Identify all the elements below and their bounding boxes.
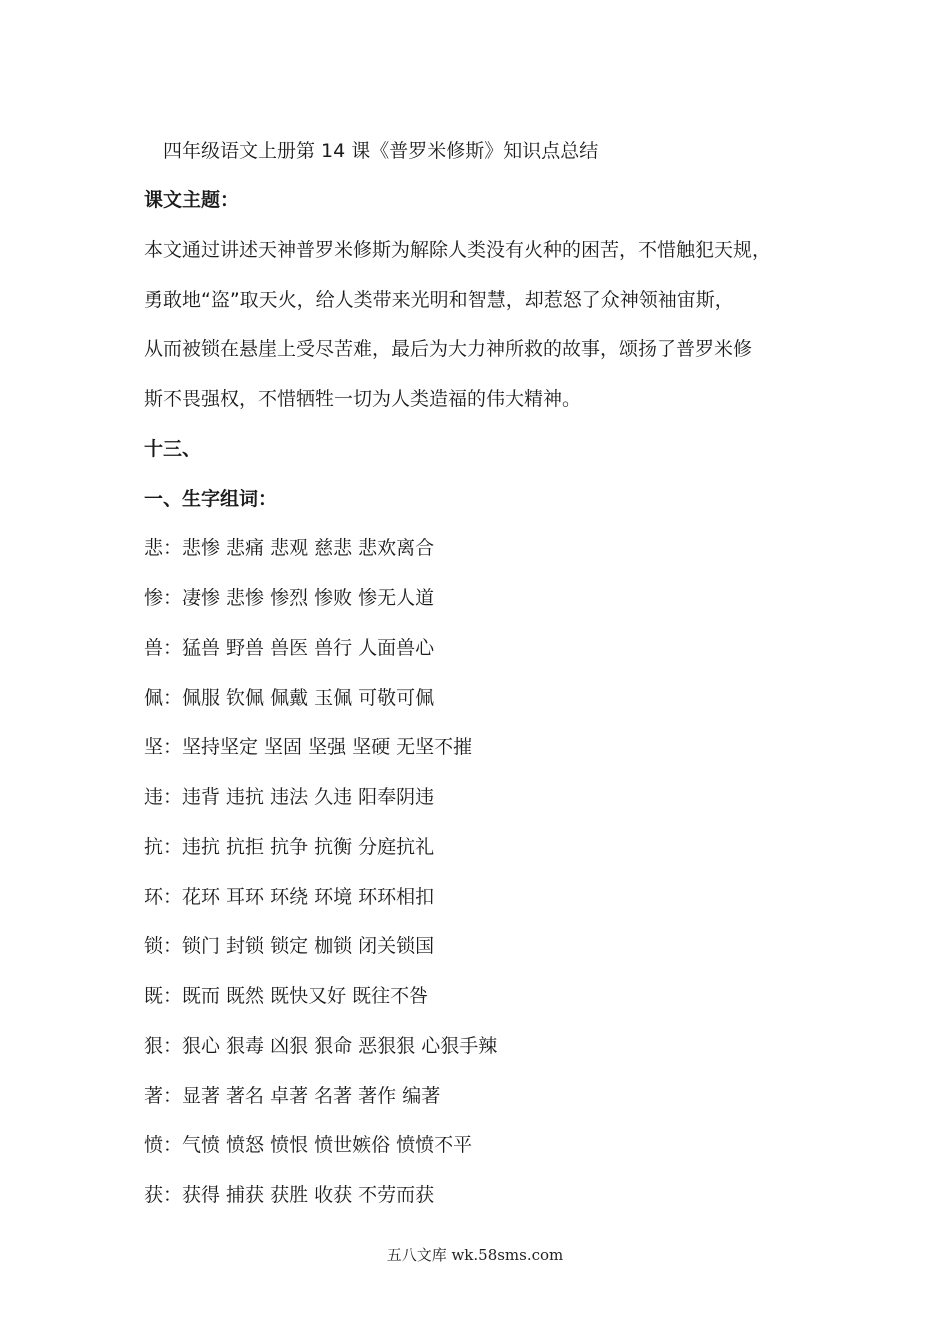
word-row: 既：既而 既然 既快又好 既往不咎 bbox=[144, 985, 429, 1007]
word-row: 抗：违抗 抗拒 抗争 抗衡 分庭抗礼 bbox=[144, 836, 435, 858]
word-row: 锁：锁门 封锁 锁定 枷锁 闭关锁国 bbox=[144, 935, 435, 957]
word-row: 佩：佩服 钦佩 佩戴 玉佩 可敬可佩 bbox=[144, 687, 435, 709]
words-heading: 一、生字组词： bbox=[144, 488, 278, 510]
word-row: 狠：狠心 狠毒 凶狠 狠命 恶狠狠 心狠手辣 bbox=[144, 1035, 498, 1057]
word-row: 愤：气愤 愤怒 愤恨 愤世嫉俗 愤愤不平 bbox=[144, 1134, 473, 1156]
theme-line: 斯不畏强权，不惜牺牲一切为人类造福的伟大精神。 bbox=[144, 388, 582, 410]
word-row: 违：违背 违抗 违法 久违 阳奉阴违 bbox=[144, 786, 435, 808]
footer-watermark: 五八文库 wk.58sms.com bbox=[386, 1246, 564, 1264]
theme-line: 勇敢地“盗”取天火，给人类带来光明和智慧，却惹怒了众神领袖宙斯， bbox=[144, 289, 734, 311]
theme-line: 本文通过讲述天神普罗米修斯为解除人类没有火种的困苦，不惜触犯天规， bbox=[144, 239, 772, 261]
word-row: 坚：坚持坚定 坚固 坚强 坚硬 无坚不摧 bbox=[144, 736, 473, 758]
word-row: 环：花环 耳环 环绕 环境 环环相扣 bbox=[144, 886, 435, 908]
word-row: 兽：猛兽 野兽 兽医 兽行 人面兽心 bbox=[144, 637, 435, 659]
word-row: 悲：悲惨 悲痛 悲观 慈悲 悲欢离合 bbox=[144, 537, 435, 559]
word-row: 获：获得 捕获 获胜 收获 不劳而获 bbox=[144, 1184, 435, 1206]
section-heading: 十三、 bbox=[144, 438, 202, 460]
word-row: 著：显著 著名 卓著 名著 著作 编著 bbox=[144, 1085, 441, 1107]
theme-line: 从而被锁在悬崖上受尽苦难，最后为大力神所救的故事，颂扬了普罗米修 bbox=[144, 338, 753, 360]
word-row: 惨：凄惨 悲惨 惨烈 惨败 惨无人道 bbox=[144, 587, 435, 609]
theme-heading: 课文主题： bbox=[144, 189, 240, 211]
document-title: 四年级语文上册第 14 课《普罗米修斯》知识点总结 bbox=[163, 140, 599, 162]
